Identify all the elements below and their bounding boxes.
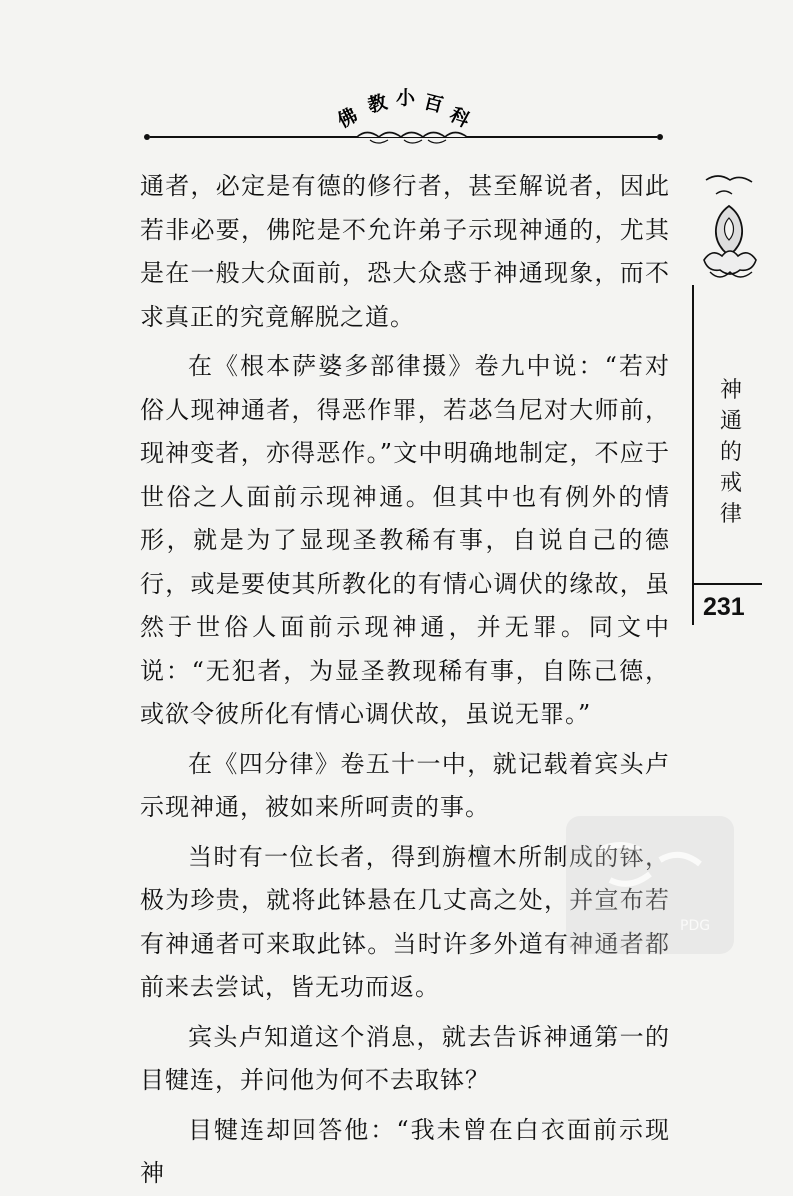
- body-text: [140, 165, 670, 1196]
- paragraph: 在《根本萨婆多部律摄》卷九中说：“若对俗人现神通者，得恶作罪，若苾刍尼对大师前，现神变者，亦得恶作。”文中明确地制定，不应于世俗之人面前示现神通。但其中也有例外的情形，就是为了显现圣教稀有事，自说自己的德行，或是要使其所教化的有情心调伏的缘故，虽然于世俗人面前示现神通，并无罪。同文中说：“无犯者，为显圣教现稀有事，自陈己德，或欲令彼所化有情心调伏故，虽说无罪。”: [140, 352, 670, 728]
- paragraph: 通者，必定是有德的修行者，甚至解说者，因此若非必要，佛陀是不允许弟子示现神通的，尤其是在一般大众面前，恐大众惑于神通现象，而不求真正的究竟解脱之道。: [140, 172, 670, 331]
- paragraph: 当时有一位长者，得到旃檀木所制成的钵，极为珍贵，就将此钵悬在几丈高之处，并宣布若有神通者可来取此钵。当时许多外道有神通者都前来去尝试，皆无功而返。: [140, 842, 670, 1001]
- chapter-title-char: 律: [719, 502, 742, 527]
- chapter-title-char: 神: [719, 378, 742, 403]
- chapter-title-vertical: [716, 375, 746, 530]
- watermark-text: PDG: [680, 918, 711, 934]
- header-title-char: 小: [396, 87, 416, 109]
- paragraph: 宾头卢知道这个消息，就去告诉神通第一的目犍连，并问他为何不去取钵？: [140, 1022, 670, 1094]
- paragraph: 目犍连却回答他：“我未曾在白衣面前示现神: [140, 1115, 670, 1187]
- side-vertical-rule: [692, 285, 694, 625]
- header-ornament-rule: [142, 128, 665, 146]
- watermark-stamp: [560, 810, 740, 960]
- lotus-cloud-emblem-icon: [696, 168, 762, 298]
- paragraph: 在《四分律》卷五十一中，就记载着宾头卢示现神通，被如来所呵责的事。: [140, 749, 670, 821]
- page-number: 231: [703, 593, 745, 621]
- header-title-char: 科: [446, 103, 474, 132]
- chapter-title-char: 戒: [719, 471, 742, 496]
- header-title-char: 百: [421, 90, 446, 117]
- header-title-char: 佛: [334, 104, 362, 133]
- chapter-title-char: 的: [719, 440, 742, 465]
- side-horizontal-rule: [692, 583, 762, 585]
- chapter-title-char: 通: [719, 409, 742, 434]
- header-title-char: 教: [365, 91, 390, 118]
